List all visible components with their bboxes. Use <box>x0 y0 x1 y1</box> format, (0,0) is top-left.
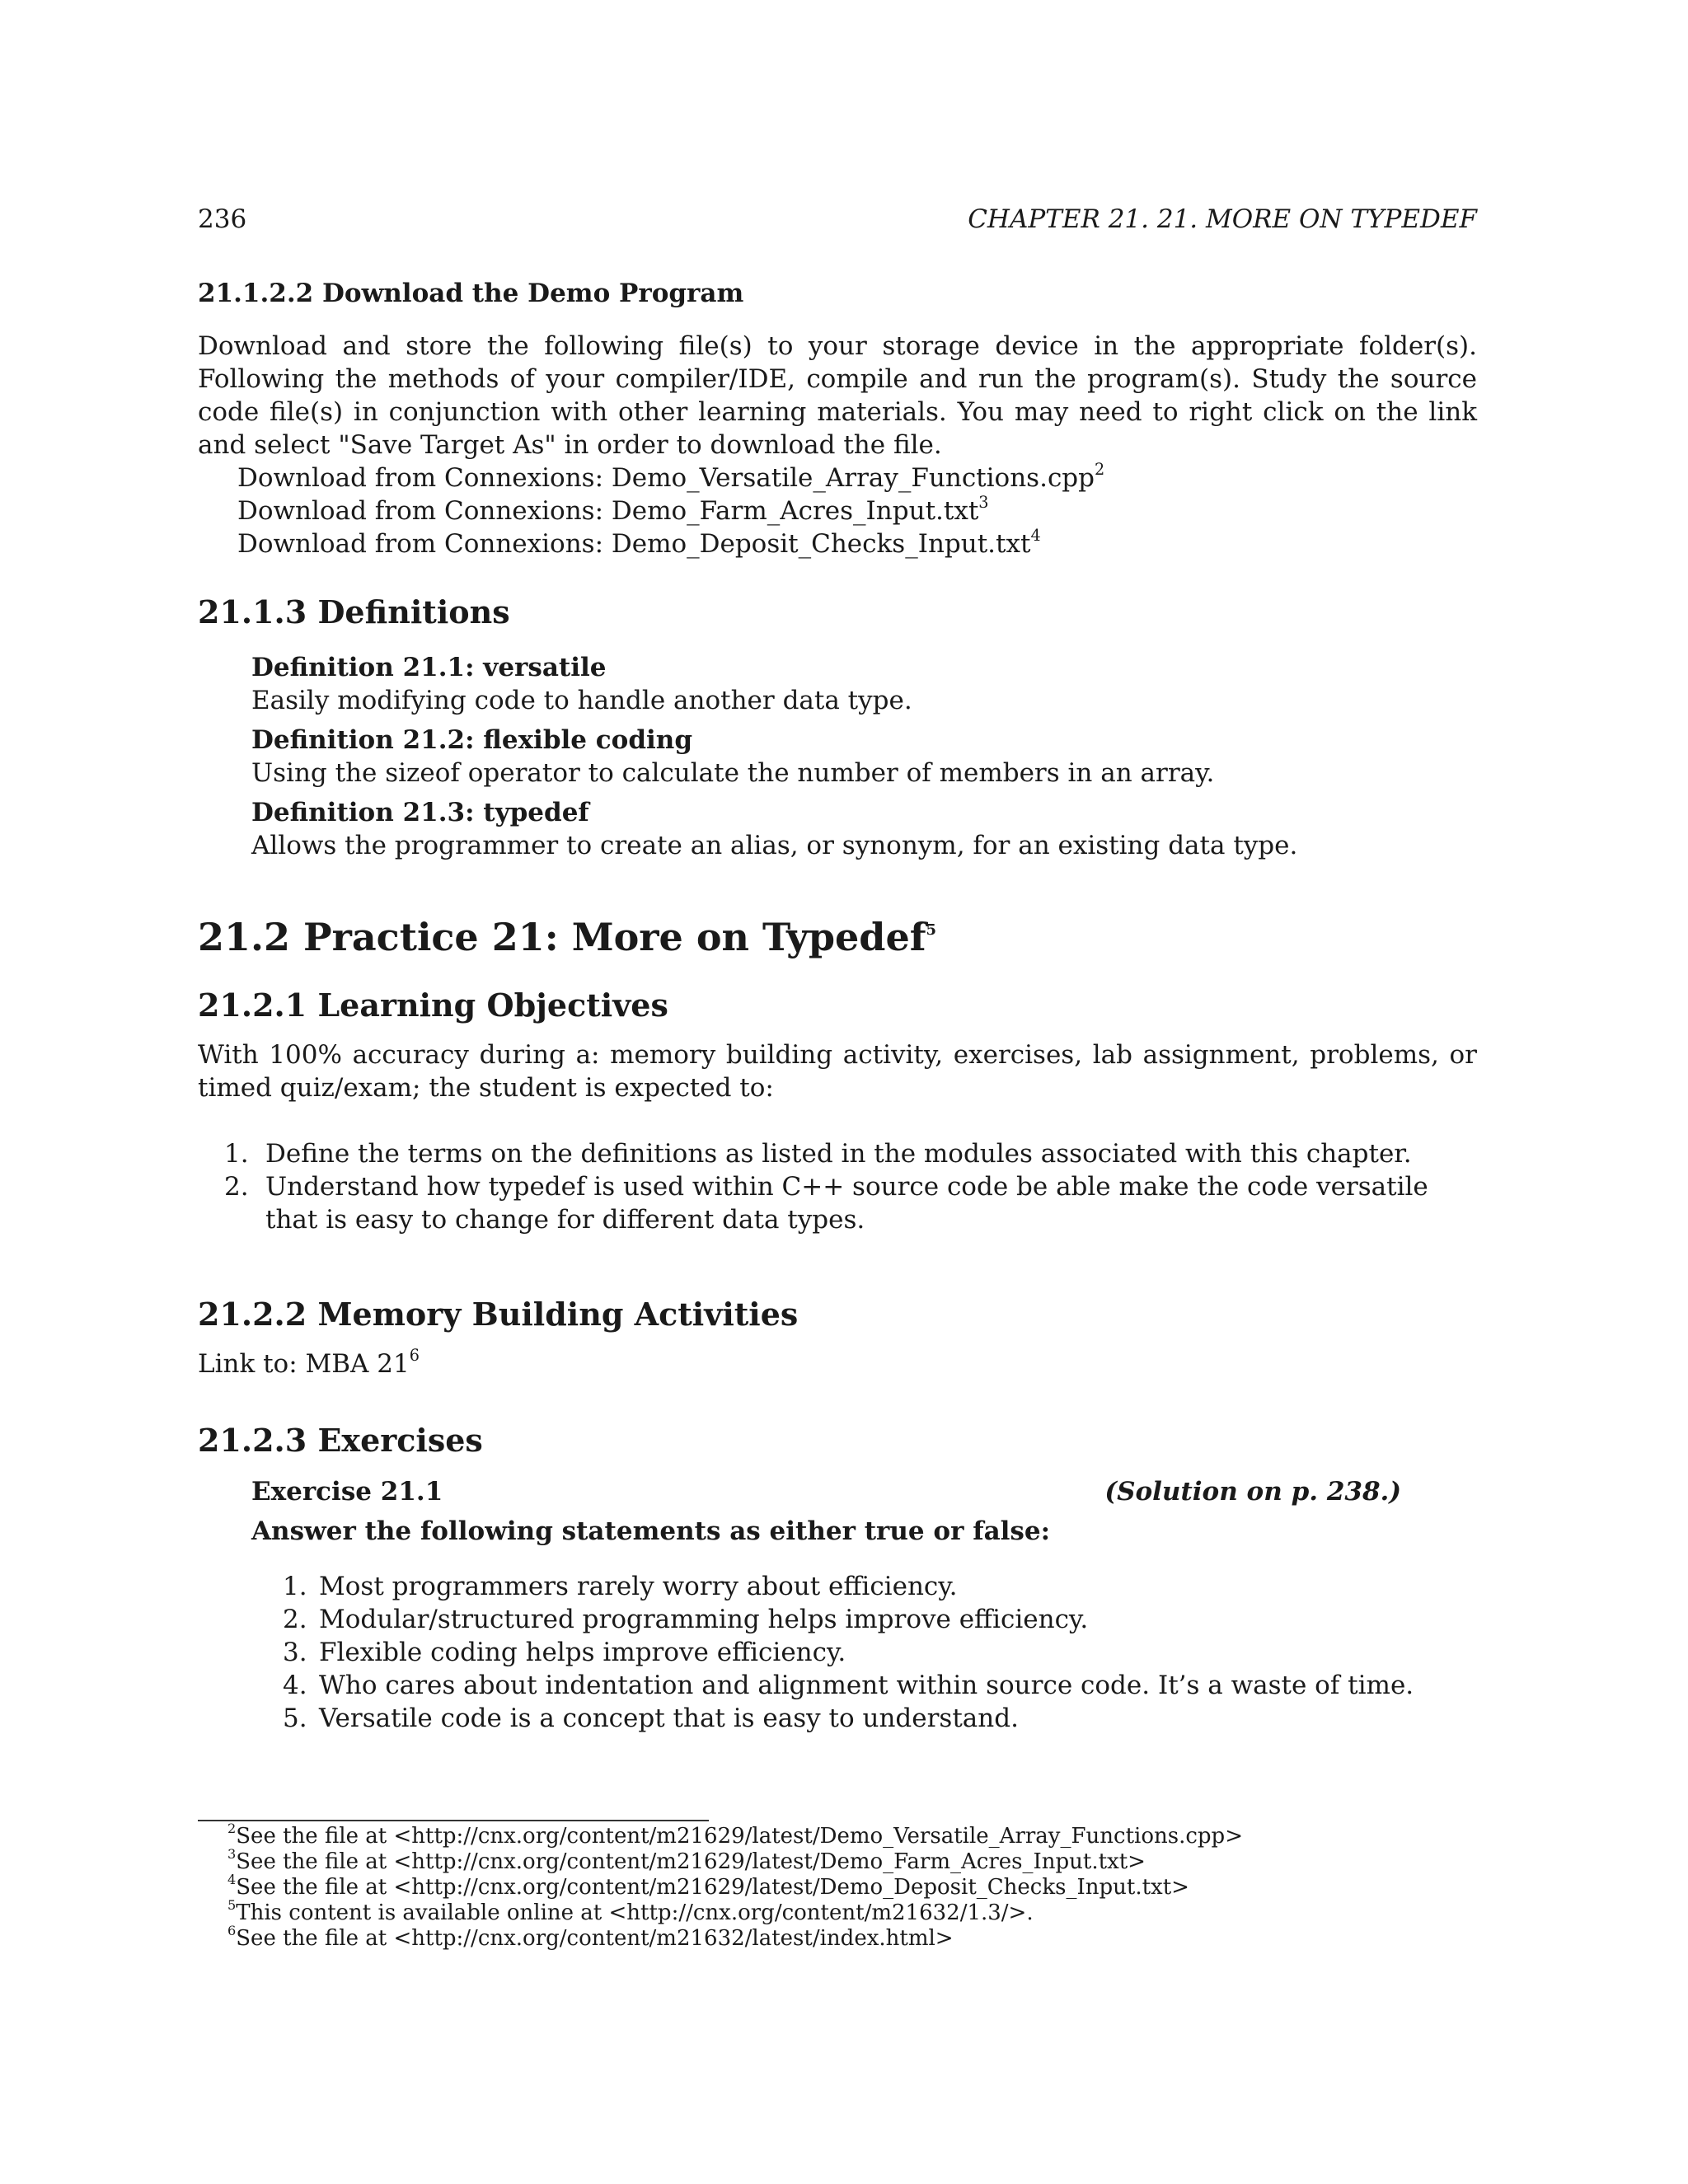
download-list <box>237 459 1105 560</box>
definitions-heading: 21.1.3 Definitions <box>198 593 510 630</box>
footnote-marker: 5 <box>926 921 937 939</box>
list-item: 5. Versatile code is a concept that is easy to understand. <box>283 1704 1019 1733</box>
download-heading: 21.1.2.2 Download the Demo Program <box>198 279 744 308</box>
solution-reference[interactable]: (Solution on p. 238.) <box>1104 1477 1401 1507</box>
definition-term: Definition 21.1: versatile <box>251 653 607 682</box>
footnote: $^6$See the file at <http://cnx.org/content/m21632/latest/index.html> <box>227 1922 954 1951</box>
practice-heading: 21.2 Practice 21: More on Typedef$^5$ <box>198 915 937 959</box>
exercises-heading: 21.2.3 Exercises <box>198 1422 483 1459</box>
definition-term: Definition 21.2: flexible coding <box>251 725 693 755</box>
chapter-title: CHAPTER 21. 21. MORE ON TYPEDEF <box>968 204 1477 234</box>
footnotes <box>227 1820 1243 1952</box>
list-item: 1. Most programmers rarely worry about efficiency. <box>283 1572 958 1601</box>
exercise-title: Exercise 21.1 <box>251 1477 443 1507</box>
objectives-list <box>198 1137 1477 1236</box>
exercise-instruction: Answer the following statements as either true or false: <box>251 1516 1051 1546</box>
footnote-rule <box>198 1820 709 1821</box>
footnote-marker: 4 <box>1030 525 1041 545</box>
objectives-intro: With 100% accuracy during a: memory building activity, exercises, lab assignment, problems, or timed quiz/exam; the student is expected to: <box>198 1040 1477 1103</box>
list-item: 2. Understand how typedef is used within C++ source code be able make the code versatile that is easy to change for different data types. <box>224 1172 1428 1235</box>
list-item: 3. Flexible coding helps improve efficiency. <box>283 1638 846 1667</box>
download-item[interactable]: Download from Connexions: Demo_Farm_Acres_Input.txt$^3$ <box>237 492 989 526</box>
footnote-marker: 6 <box>409 1345 420 1365</box>
list-item: 2. Modular/structured programming helps improve efficiency. <box>283 1605 1089 1634</box>
list-item: 1. Define the terms on the definitions as listed in the modules associated with this chapter. <box>224 1139 1412 1169</box>
definition-term: Definition 21.3: typedef <box>251 798 589 827</box>
download-item[interactable]: Download from Connexions: Demo_Versatile_Array_Functions.cpp$^2$ <box>237 459 1105 493</box>
definition-text: Allows the programmer to create an alias, or synonym, for an existing data type. <box>251 831 1298 860</box>
definition-text: Easily modifying code to handle another data type. <box>251 686 912 715</box>
memory-heading: 21.2.2 Memory Building Activities <box>198 1296 799 1333</box>
download-item[interactable]: Download from Connexions: Demo_Deposit_Checks_Input.txt$^4$ <box>237 525 1041 559</box>
footnote: $^2$See the file at <http://cnx.org/content/m21629/latest/Demo_Versatile_Array_Functions.cpp> <box>227 1820 1243 1849</box>
page-number: 236 <box>198 204 247 234</box>
mba-link[interactable]: Link to: MBA $21^6$ <box>198 1345 420 1379</box>
objectives-heading: 21.2.1 Learning Objectives <box>198 987 668 1024</box>
footnote: $^4$See the file at <http://cnx.org/content/m21629/latest/Demo_Deposit_Checks_Input.txt> <box>227 1871 1189 1900</box>
list-item: 4. Who cares about indentation and alignment within source code. It’s a waste of time. <box>283 1671 1414 1700</box>
exercise-header <box>251 1475 1401 1508</box>
footnote: $^5$This content is available online at <http://cnx.org/content/m21632/1.3/>. <box>227 1896 1034 1925</box>
footnote: $^3$See the file at <http://cnx.org/content/m21629/latest/Demo_Farm_Acres_Input.txt> <box>227 1845 1146 1874</box>
exercise-list <box>251 1570 1477 1735</box>
footnote-marker: 2 <box>1095 459 1105 479</box>
footnote-marker: 3 <box>978 492 989 512</box>
definition-list <box>251 651 1477 862</box>
download-paragraph: Download and store the following file(s) to your storage device in the appropriate folder(s). Following the methods of your compiler/IDE, compile and run the program(s). Study the source code file(s) in conjunction with other learning materials. You may need to right click on the link and select "Save Target As" in order to download the file. <box>198 331 1477 460</box>
definition-text: Using the sizeof operator to calculate the number of members in an array. <box>251 758 1215 788</box>
